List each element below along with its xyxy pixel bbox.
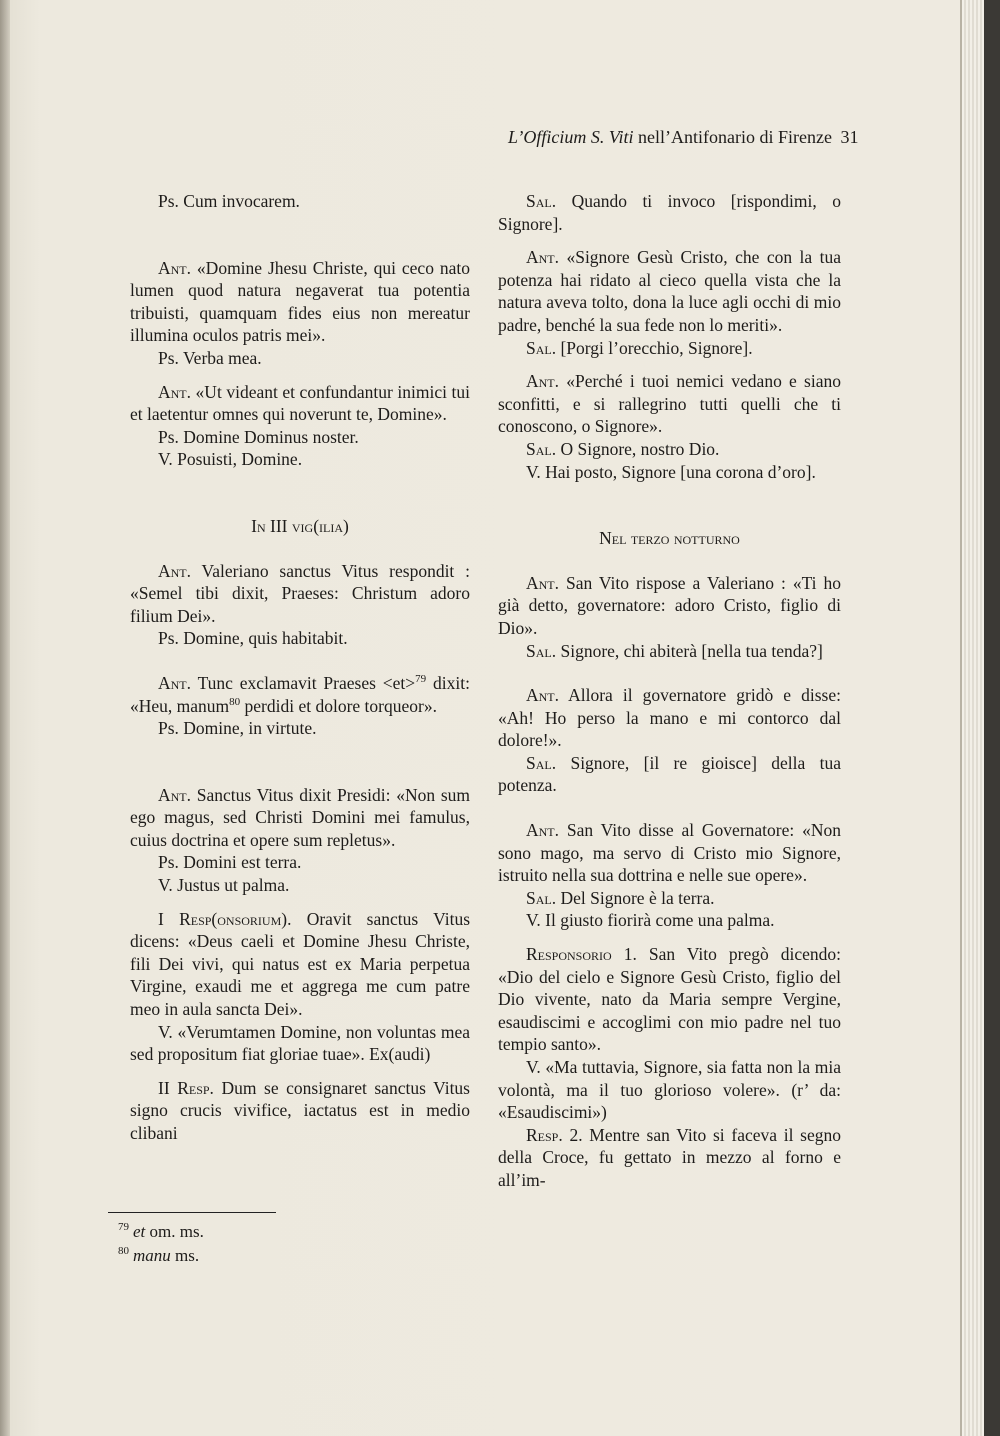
latin-antiphon: Ant. Sanctus Vitus dixit Presidi: «Non sum ego magus, sed Christi Domini mei famulus, cuius doctrina et opere sum repletus». <box>130 784 470 850</box>
italian-antiphon: Ant. San Vito disse al Governatore: «Non sono mago, ma servo di Cristo mio Signore, istruito nella sua dottrina e nelle sue opere». <box>498 820 841 886</box>
italian-psalm: Sal. O Signore, nostro Dio. <box>526 438 720 459</box>
italian-psalm: Sal. Signore, chi abiterà [nella tua tenda?] <box>526 640 823 661</box>
latin-antiphon: Ant. Tunc exclamavit Praeses <et>$^{79}$ dixit: «Heu, manum$^{80}$ perdidi et dolore torqueor». <box>130 672 470 716</box>
latin-antiphon: Ant. «Domine Jhesu Christe, qui ceco nato lumen quod natura negaverat tua potentia tribuisti, quamquam fides eius non mereatur illumina oculos patris mei». <box>130 257 470 346</box>
footnote-79: $^{79}$ et om. ms. <box>118 1221 204 1241</box>
latin-psalm: Ps. Domine Dominus noster. <box>158 426 359 447</box>
latin-versicle: V. Posuisti, Domine. <box>158 449 303 470</box>
italian-versicle: V. Il giusto fiorirà come una palma. <box>526 910 775 931</box>
latin-psalm: Ps. Domine, in virtute. <box>158 718 317 739</box>
italian-psalm: Sal. [Porgi l’orecchio, Signore]. <box>526 337 753 358</box>
header-title-italic-name: Viti <box>608 127 634 147</box>
header-title-rest: nell’Antifonario di Firenze <box>633 127 832 147</box>
italian-psalm: Sal. Quando ti invoco [rispondimi, o Signore]. <box>498 191 841 234</box>
italian-column <box>498 190 841 1192</box>
latin-psalm: Ps. Verba mea. <box>158 347 262 368</box>
italian-responsory: Resp. 2. Mentre san Vito si faceva il segno della Croce, fu gettato in mezzo al forno e all’im- <box>498 1124 841 1190</box>
italian-antiphon: Ant. «Perché i tuoi nemici vedano e siano sconfitti, e si rallegrino tutti quelli che ti conoscono, o Signore». <box>498 371 841 437</box>
background-strip <box>984 0 1000 1436</box>
italian-versicle: V. «Ma tuttavia, Signore, sia fatta non la mia volontà, ma il tuo glorioso volere». (r’ da: «Esaudiscimi») <box>498 1057 841 1123</box>
latin-column <box>130 190 470 1145</box>
latin-versicle: V. «Verumtamen Domine, non voluntas mea sed propositum fiat gloriae tuae». Ex(audi) <box>130 1021 470 1065</box>
page-number: 31 <box>840 127 859 147</box>
latin-section-heading: In III vig(ilia) <box>251 515 349 536</box>
latin-responsory: I Resp(onsorium). Oravit sanctus Vitus dicens: «Deus caeli et Domine Jhesu Christe, fili Dei vivi, qui natus est ex Maria perpetua Virgine, exaudi me et aggrega me cum patre meo in aula sancta Dei». <box>130 908 470 1020</box>
italian-versicle: V. Hai posto, Signore [una corona d’oro]. <box>526 461 816 482</box>
latin-antiphon: Ant. Valeriano sanctus Vitus respondit : «Semel tibi dixit, Praeses: Christum adoro filium Dei». <box>130 560 470 626</box>
latin-antiphon: Ant. «Ut videant et confundantur inimici tui et laetentur omnes qui noverunt te, Domine». <box>130 381 470 425</box>
italian-psalm: Sal. Signore, [il re gioisce] della tua potenza. <box>498 752 841 796</box>
italian-psalm: Sal. Del Signore è la terra. <box>526 887 715 908</box>
latin-versicle: V. Justus ut palma. <box>158 875 290 896</box>
footnote-80: $^{80}$ manu ms. <box>118 1245 200 1265</box>
latin-psalm: Ps. Domini est terra. <box>158 852 302 873</box>
footnote-ref: 79 <box>415 673 427 686</box>
italian-responsory: Responsorio 1. San Vito pregò dicendo: «Dio del cielo e Signore Gesù Cristo, figlio del Dio vivente, nato da Maria sempre Vergine, esaudiscimi e accoglimi con mio padre nel tuo tempio santo». <box>498 944 841 1055</box>
latin-responsory: II Resp. Dum se consignaret sanctus Vitus signo crucis vivifice, iactatus est in medio clibani <box>130 1077 470 1143</box>
running-header <box>508 127 858 148</box>
header-title-italic: L’Officium S. <box>508 127 605 147</box>
italian-antiphon: Ant. Allora il governatore gridò e disse: «Ah! Ho perso la mano e mi contorco dal dolore!». <box>498 685 841 751</box>
latin-psalm: Ps. Cum invocarem. <box>158 191 300 211</box>
footnote-ref: 80 <box>229 695 241 708</box>
footnotes <box>118 1220 204 1268</box>
page-gutter <box>0 0 10 1436</box>
italian-antiphon: Ant. San Vito rispose a Valeriano : «Ti ho già detto, governatore: adoro Cristo, figlio di Dio». <box>498 572 841 638</box>
italian-section-heading: Nel terzo notturno <box>599 528 740 549</box>
latin-psalm: Ps. Domine, quis habitabit. <box>158 628 348 649</box>
footnote-rule <box>108 1212 276 1213</box>
italian-antiphon: Ant. «Signore Gesù Cristo, che con la tua potenza hai ridato al cieco quella vista che la natura aveva tolto, dona la luce agli occhi di mio padre, benché la sua fede non lo meriti». <box>498 247 841 335</box>
